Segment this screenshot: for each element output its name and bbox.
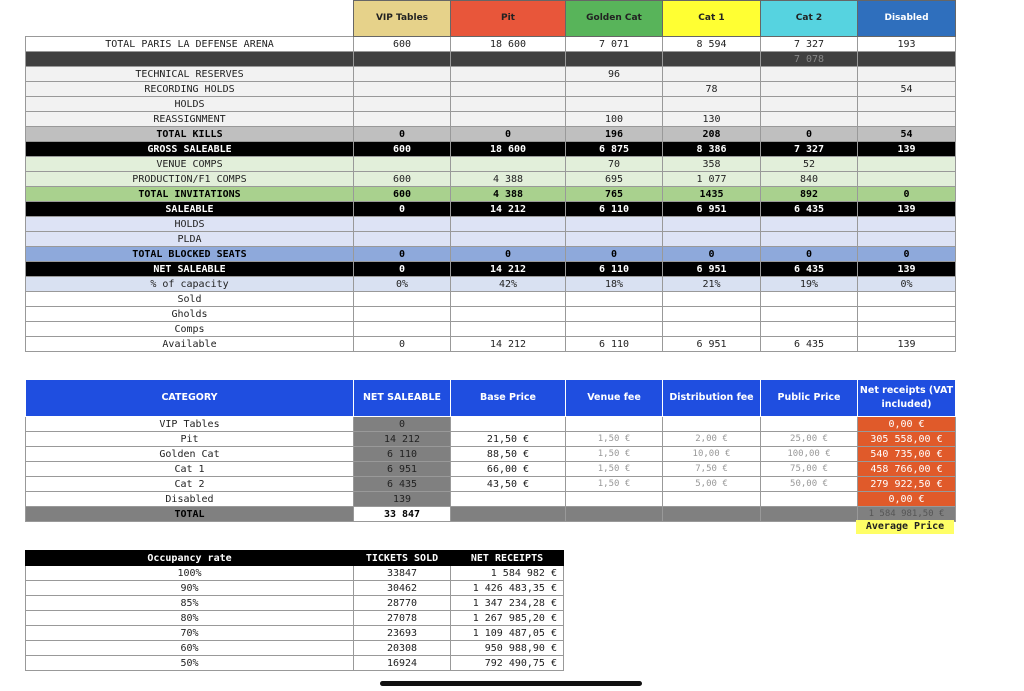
- occupancy-receipts: 1 109 487,05 €: [451, 626, 564, 641]
- pricing-dist-fee: 5,00 €: [663, 477, 761, 492]
- row-value: [858, 292, 956, 307]
- row-value: [566, 307, 663, 322]
- total-net-receipts: 1 584 981,50 €: [858, 507, 956, 522]
- total-empty: [566, 507, 663, 522]
- pricing-base: 88,50 €: [451, 447, 566, 462]
- pricing-row: [26, 462, 956, 477]
- pricing-public: 75,00 €: [761, 462, 858, 477]
- availability-row: [26, 307, 956, 322]
- pricing-row: [26, 417, 956, 432]
- row-value: 1 077: [663, 172, 761, 187]
- row-value: [451, 232, 566, 247]
- occupancy-tickets: 30462: [354, 581, 451, 596]
- row-value: [451, 67, 566, 82]
- pricing-base: 43,50 €: [451, 477, 566, 492]
- col-header-golden-cat: Golden Cat: [566, 1, 663, 37]
- row-value: 0: [566, 247, 663, 262]
- row-value: 139: [858, 202, 956, 217]
- pricing-net-saleable: 14 212: [354, 432, 451, 447]
- row-label: Sold: [26, 292, 354, 307]
- row-value: [858, 172, 956, 187]
- availability-row: [26, 277, 956, 292]
- occupancy-row: [26, 566, 564, 581]
- row-value: 358: [663, 157, 761, 172]
- row-value: [663, 97, 761, 112]
- row-value: 600: [354, 187, 451, 202]
- pricing-net-saleable: 6 110: [354, 447, 451, 462]
- occupancy-rate: 60%: [26, 641, 354, 656]
- row-value: [451, 112, 566, 127]
- row-value: [663, 307, 761, 322]
- col-header-distribution-fee: Distribution fee: [663, 380, 761, 417]
- row-value: 6 435: [761, 262, 858, 277]
- row-value: 0: [858, 187, 956, 202]
- row-value: [663, 217, 761, 232]
- pricing-net-receipts: 458 766,00 €: [858, 462, 956, 477]
- availability-header-row: [26, 1, 956, 37]
- availability-row: [26, 97, 956, 112]
- col-header-vip-tables: VIP Tables: [354, 1, 451, 37]
- row-value: 0: [354, 262, 451, 277]
- row-label: [26, 52, 354, 67]
- occupancy-row: [26, 596, 564, 611]
- row-value: 0: [451, 127, 566, 142]
- pricing-base: 21,50 €: [451, 432, 566, 447]
- row-value: 6 435: [761, 202, 858, 217]
- availability-table: [25, 0, 956, 352]
- row-value: [566, 82, 663, 97]
- row-value: [858, 322, 956, 337]
- pricing-venue-fee: 1,50 €: [566, 432, 663, 447]
- row-value: [451, 307, 566, 322]
- occupancy-row: [26, 626, 564, 641]
- occupancy-tickets: 20308: [354, 641, 451, 656]
- row-value: 6 110: [566, 202, 663, 217]
- row-value: [451, 52, 566, 67]
- row-value: [858, 112, 956, 127]
- row-value: 0: [858, 247, 956, 262]
- availability-row: [26, 217, 956, 232]
- home-indicator[interactable]: [380, 681, 642, 686]
- row-value: 0: [761, 127, 858, 142]
- occupancy-rate: 90%: [26, 581, 354, 596]
- average-price-label: Average Price: [856, 520, 954, 534]
- row-label: Gholds: [26, 307, 354, 322]
- pricing-base: [451, 492, 566, 507]
- row-label: TECHNICAL RESERVES: [26, 67, 354, 82]
- row-value: 6 951: [663, 202, 761, 217]
- row-label: TOTAL BLOCKED SEATS: [26, 247, 354, 262]
- pricing-table: [25, 379, 956, 522]
- occupancy-table: [25, 550, 564, 671]
- col-header-venue-fee: Venue fee: [566, 380, 663, 417]
- row-value: 0: [354, 202, 451, 217]
- availability-row: [26, 142, 956, 157]
- row-value: [858, 67, 956, 82]
- row-value: 18 600: [451, 37, 566, 52]
- pricing-base: [451, 417, 566, 432]
- pricing-net-saleable: 0: [354, 417, 451, 432]
- row-value: 600: [354, 172, 451, 187]
- row-value: 4 388: [451, 172, 566, 187]
- row-value: [566, 52, 663, 67]
- row-value: [354, 67, 451, 82]
- occupancy-row: [26, 611, 564, 626]
- row-value: [566, 217, 663, 232]
- row-value: [451, 217, 566, 232]
- occupancy-rate: 50%: [26, 656, 354, 671]
- occupancy-receipts: 1 347 234,28 €: [451, 596, 564, 611]
- occupancy-rate: 80%: [26, 611, 354, 626]
- row-label: PLDA: [26, 232, 354, 247]
- pricing-venue-fee: 1,50 €: [566, 462, 663, 477]
- row-value: 96: [566, 67, 663, 82]
- availability-row: [26, 127, 956, 142]
- row-value: [451, 82, 566, 97]
- row-value: 840: [761, 172, 858, 187]
- pricing-public: 50,00 €: [761, 477, 858, 492]
- row-value: [663, 322, 761, 337]
- occupancy-row: [26, 581, 564, 596]
- availability-row: [26, 112, 956, 127]
- col-header-public-price: Public Price: [761, 380, 858, 417]
- availability-row: [26, 37, 956, 52]
- row-value: 695: [566, 172, 663, 187]
- occupancy-tickets: 28770: [354, 596, 451, 611]
- row-value: 7 327: [761, 37, 858, 52]
- row-value: 8 386: [663, 142, 761, 157]
- row-value: 0: [761, 247, 858, 262]
- pricing-venue-fee: 1,50 €: [566, 447, 663, 462]
- row-value: 139: [858, 262, 956, 277]
- col-header-net-saleable: NET SALEABLE: [354, 380, 451, 417]
- row-value: [566, 292, 663, 307]
- col-header-base-price: Base Price: [451, 380, 566, 417]
- pricing-public: [761, 417, 858, 432]
- row-label: REASSIGNMENT: [26, 112, 354, 127]
- row-value: 6 951: [663, 337, 761, 352]
- pricing-net-receipts: 0,00 €: [858, 492, 956, 507]
- row-label: VENUE COMPS: [26, 157, 354, 172]
- row-value: [858, 97, 956, 112]
- header-spacer: [26, 1, 354, 37]
- pricing-category: Pit: [26, 432, 354, 447]
- row-value: 6 875: [566, 142, 663, 157]
- row-value: 19%: [761, 277, 858, 292]
- pricing-row: [26, 492, 956, 507]
- pricing-net-receipts: 540 735,00 €: [858, 447, 956, 462]
- row-value: 42%: [451, 277, 566, 292]
- row-value: [451, 292, 566, 307]
- row-value: 6 435: [761, 337, 858, 352]
- row-label: % of capacity: [26, 277, 354, 292]
- pricing-public: 100,00 €: [761, 447, 858, 462]
- occupancy-tickets: 16924: [354, 656, 451, 671]
- col-header-disabled: Disabled: [858, 1, 956, 37]
- row-value: 6 110: [566, 262, 663, 277]
- pricing-row: [26, 447, 956, 462]
- total-empty: [451, 507, 566, 522]
- row-value: [451, 157, 566, 172]
- pricing-category: Cat 2: [26, 477, 354, 492]
- pricing-category: Disabled: [26, 492, 354, 507]
- row-value: 70: [566, 157, 663, 172]
- total-empty: [663, 507, 761, 522]
- row-label: HOLDS: [26, 217, 354, 232]
- row-value: [761, 232, 858, 247]
- row-value: [354, 97, 451, 112]
- col-header-cat-1: Cat 1: [663, 1, 761, 37]
- row-value: 100: [566, 112, 663, 127]
- row-label: TOTAL INVITATIONS: [26, 187, 354, 202]
- row-value: 139: [858, 337, 956, 352]
- row-label: PRODUCTION/F1 COMPS: [26, 172, 354, 187]
- row-label: TOTAL PARIS LA DEFENSE ARENA: [26, 37, 354, 52]
- row-value: 7 078: [761, 52, 858, 67]
- row-value: [663, 292, 761, 307]
- occupancy-receipts: 1 584 982 €: [451, 566, 564, 581]
- row-value: [761, 112, 858, 127]
- pricing-base: 66,00 €: [451, 462, 566, 477]
- row-value: [761, 307, 858, 322]
- row-value: [566, 322, 663, 337]
- row-value: 21%: [663, 277, 761, 292]
- row-value: [761, 82, 858, 97]
- row-value: 52: [761, 157, 858, 172]
- row-value: 193: [858, 37, 956, 52]
- occupancy-rate: 85%: [26, 596, 354, 611]
- occupancy-row: [26, 656, 564, 671]
- row-label: HOLDS: [26, 97, 354, 112]
- row-value: [354, 157, 451, 172]
- occupancy-rate: 100%: [26, 566, 354, 581]
- row-value: 78: [663, 82, 761, 97]
- pricing-public: 25,00 €: [761, 432, 858, 447]
- row-value: 14 212: [451, 262, 566, 277]
- pricing-dist-fee: 10,00 €: [663, 447, 761, 462]
- availability-row: [26, 337, 956, 352]
- row-value: 54: [858, 82, 956, 97]
- row-value: [858, 217, 956, 232]
- row-value: [858, 157, 956, 172]
- occupancy-row: [26, 641, 564, 656]
- row-value: 0: [354, 337, 451, 352]
- row-value: [451, 322, 566, 337]
- row-value: [663, 67, 761, 82]
- availability-row: [26, 322, 956, 337]
- row-value: [354, 292, 451, 307]
- row-value: [761, 97, 858, 112]
- total-empty: [761, 507, 858, 522]
- occupancy-receipts: 792 490,75 €: [451, 656, 564, 671]
- row-value: [354, 52, 451, 67]
- availability-row: [26, 157, 956, 172]
- col-header-tickets-sold: TICKETS SOLD: [354, 551, 451, 566]
- col-header-net-receipts: Net receipts (VAT included): [858, 380, 956, 417]
- row-value: 54: [858, 127, 956, 142]
- row-label: TOTAL KILLS: [26, 127, 354, 142]
- availability-row: [26, 67, 956, 82]
- pricing-venue-fee: [566, 492, 663, 507]
- col-header-pit: Pit: [451, 1, 566, 37]
- row-value: 0: [354, 247, 451, 262]
- availability-row: [26, 187, 956, 202]
- total-label: TOTAL: [26, 507, 354, 522]
- col-header-category: CATEGORY: [26, 380, 354, 417]
- pricing-net-receipts: 305 558,00 €: [858, 432, 956, 447]
- availability-row: [26, 262, 956, 277]
- occupancy-tickets: 27078: [354, 611, 451, 626]
- row-value: 208: [663, 127, 761, 142]
- occupancy-receipts: 950 988,90 €: [451, 641, 564, 656]
- pricing-header-row: [26, 380, 956, 417]
- pricing-dist-fee: 2,00 €: [663, 432, 761, 447]
- row-value: 8 594: [663, 37, 761, 52]
- row-label: SALEABLE: [26, 202, 354, 217]
- availability-row: [26, 247, 956, 262]
- pricing-category: VIP Tables: [26, 417, 354, 432]
- row-value: 6 951: [663, 262, 761, 277]
- row-value: 18%: [566, 277, 663, 292]
- pricing-category: Cat 1: [26, 462, 354, 477]
- row-value: 0: [354, 127, 451, 142]
- row-value: [354, 307, 451, 322]
- total-net-saleable: 33 847: [354, 507, 451, 522]
- col-header-occupancy-rate: Occupancy rate: [26, 551, 354, 566]
- pricing-net-receipts: 279 922,50 €: [858, 477, 956, 492]
- pricing-dist-fee: [663, 492, 761, 507]
- row-value: [761, 292, 858, 307]
- availability-row: [26, 232, 956, 247]
- pricing-row: [26, 432, 956, 447]
- pricing-net-saleable: 6 951: [354, 462, 451, 477]
- row-value: 600: [354, 37, 451, 52]
- row-value: 7 327: [761, 142, 858, 157]
- row-value: [451, 97, 566, 112]
- row-value: [354, 322, 451, 337]
- row-value: 600: [354, 142, 451, 157]
- row-value: [663, 232, 761, 247]
- pricing-category: Golden Cat: [26, 447, 354, 462]
- row-value: [566, 232, 663, 247]
- occupancy-rate: 70%: [26, 626, 354, 641]
- pricing-net-saleable: 6 435: [354, 477, 451, 492]
- row-value: [566, 97, 663, 112]
- occupancy-header-row: [26, 551, 564, 566]
- row-value: 4 388: [451, 187, 566, 202]
- row-value: [663, 52, 761, 67]
- pricing-venue-fee: 1,50 €: [566, 477, 663, 492]
- row-value: [354, 112, 451, 127]
- row-value: 196: [566, 127, 663, 142]
- row-value: [354, 217, 451, 232]
- row-value: 7 071: [566, 37, 663, 52]
- pricing-row: [26, 477, 956, 492]
- col-header-cat-2: Cat 2: [761, 1, 858, 37]
- row-value: [858, 232, 956, 247]
- occupancy-tickets: 23693: [354, 626, 451, 641]
- row-value: 0: [663, 247, 761, 262]
- occupancy-tickets: 33847: [354, 566, 451, 581]
- availability-row: [26, 82, 956, 97]
- row-value: 892: [761, 187, 858, 202]
- availability-row: [26, 202, 956, 217]
- row-value: 0%: [354, 277, 451, 292]
- occupancy-receipts: 1 426 483,35 €: [451, 581, 564, 596]
- pricing-net-saleable: 139: [354, 492, 451, 507]
- occupancy-receipts: 1 267 985,20 €: [451, 611, 564, 626]
- availability-row: [26, 52, 956, 67]
- row-value: 765: [566, 187, 663, 202]
- row-value: [354, 232, 451, 247]
- pricing-public: [761, 492, 858, 507]
- row-value: 6 110: [566, 337, 663, 352]
- col-header-net-receipts-occ: NET RECEIPTS: [451, 551, 564, 566]
- row-label: Available: [26, 337, 354, 352]
- row-value: [761, 67, 858, 82]
- row-label: NET SALEABLE: [26, 262, 354, 277]
- row-value: 0%: [858, 277, 956, 292]
- pricing-net-receipts: 0,00 €: [858, 417, 956, 432]
- pricing-dist-fee: [663, 417, 761, 432]
- row-label: Comps: [26, 322, 354, 337]
- row-value: 0: [451, 247, 566, 262]
- row-label: GROSS SALEABLE: [26, 142, 354, 157]
- pricing-venue-fee: [566, 417, 663, 432]
- pricing-total-row: [26, 507, 956, 522]
- row-value: [858, 52, 956, 67]
- availability-row: [26, 172, 956, 187]
- row-value: [354, 82, 451, 97]
- row-value: 130: [663, 112, 761, 127]
- row-value: 14 212: [451, 202, 566, 217]
- row-value: [761, 322, 858, 337]
- pricing-dist-fee: 7,50 €: [663, 462, 761, 477]
- row-value: [761, 217, 858, 232]
- availability-row: [26, 292, 956, 307]
- row-label: RECORDING HOLDS: [26, 82, 354, 97]
- row-value: 1435: [663, 187, 761, 202]
- row-value: 18 600: [451, 142, 566, 157]
- row-value: [858, 307, 956, 322]
- row-value: 14 212: [451, 337, 566, 352]
- row-value: 139: [858, 142, 956, 157]
